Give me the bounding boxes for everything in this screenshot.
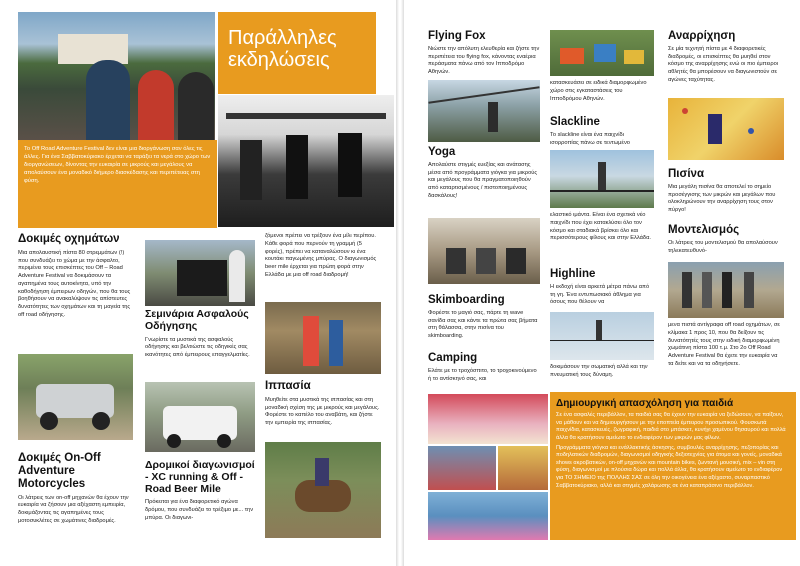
- highline-body: Η εκδοχή είναι αρκετά μέτρα πάνω από τη γη. Ένα εντυπωσιακό άθλημα για όσους που θέλουν να: [550, 283, 650, 306]
- motorcycle-photo: [145, 240, 255, 306]
- camping-heading: Camping: [428, 352, 478, 364]
- tents-photo: [550, 30, 654, 76]
- flyingfox-body: Νιώστε την απόλυτη ελευθερία και ζήστε την περιπέτεια του flying fox, κάνοντας εναέρια περάσματα πάνω από τον Ιπποδρόμο Αθηνών.: [428, 45, 540, 76]
- slackline-continued: [550, 212, 654, 243]
- kids-photo-1: [428, 394, 548, 444]
- riding-body: Μυηθείτε στα μυστικά της ιππασίας και στη μοναδική σχέση της με μικρούς και μεγάλους. Φορέστε το καπέλο του αναβάτη, και ζήστε την εμπειρία της ιππασίας.: [265, 396, 380, 427]
- climbing-section: [668, 30, 784, 85]
- running-section: [145, 460, 257, 523]
- highline-photo: [550, 312, 654, 360]
- moto-heading: Δοκιμές On-Off Adventure Motorcycles: [18, 452, 101, 490]
- riding-heading: Ιππασία: [265, 380, 311, 392]
- yoga-body: Απολαύστε στιγμές ευεξίας και ανάτασης μέσα από προγράμματα γιόγκα για μικρούς και μεγάλους που θα πραγματοποιηθούν από καταρτισμένους / πιστοποιημένους δασκάλους!: [428, 161, 538, 199]
- pool-body: Μια μεγάλη πισίνα θα αποτελεί το σημείο προσέγγισης των μικρών και μεγάλων που ολοκληρώνουν την αναρρίχηση τους στον πύργο!: [668, 183, 776, 214]
- page-title: Παράλληλες εκδηλώσεις: [228, 27, 337, 71]
- moto-section: [18, 452, 133, 526]
- slackline-body2: ελαστικό ιμάντα. Είναι ένα σχετικά νέο παιχνίδι που έχει κατακλύσει όλο τον κόσμο και σταδιακά βρίσκει όλο και περισσότερους φίλους και στην Ελλάδα.: [550, 212, 651, 242]
- flyingfox-caption-text: κατασκευάσει σε ειδικά διαμορφωμένο χώρο στις εγκαταστάσεις του Ιπποδρόμου Αθηνών.: [550, 80, 647, 102]
- kids-photo-2: [428, 446, 496, 490]
- camping-body: Ελάτε με το τροχόσπιτο, το τροχοκινούμενο ή το αντίσκηνό σας, και: [428, 367, 537, 382]
- models-body2: μενα πιστά αντίγραφα off road οχημάτων, σε κλίμακα 1 προς 10, που θα δείξουν τις δυνατότητές τους στην ειδική διαμορφωμένη χωμάτινη πίστα 100 τ.μ. Στο 2ο Off Road Adventure Festival θα έχετε την ευκαιρία να τα δείτε και να τα οδηγήσετε.: [668, 322, 780, 367]
- models-section: [668, 224, 784, 255]
- skimboarding-body: Φορέστε το μαγιό σας, πάρτε τη wave σανίδα σας και κάντε τα πρώτα σας βήματα στη θάλασσα, στην πισίνα του skimboarding.: [428, 309, 538, 340]
- white-suv-photo: [145, 382, 255, 452]
- yoga-section: [428, 146, 540, 201]
- skimboarding-heading: Skimboarding: [428, 294, 505, 306]
- slackline-body: Το slackline είναι ένα παιχνίδι ισορροπίας πάνω σε τεντωμένο: [550, 131, 630, 146]
- vehicles-heading: Δοκιμές οχημάτων: [18, 233, 120, 245]
- flyingfox-photo: [428, 80, 540, 142]
- festival-crowd-photo: [18, 12, 215, 140]
- models-heading: Μοντελισμός: [668, 224, 740, 236]
- kids-p1: Σε ένα ασφαλές περιβάλλον, τα παιδιά σας θα έχουν την ευκαιρία να ξεδώσουν, να παίξουν, να μάθουν και να δημιουργήσουν με την εποπτεία έμπειρου προσωπικού. Φουσκωτά παιχνίδια, κατασκευές, ζωγραφική, παιδιά στο μπάσκετ, κυνήγι χαμένου θησαυρού και πολλά άλλα θα κρατήσουν αμείωτο το ενδιαφέρον των μικρών μας φίλων.: [556, 412, 786, 441]
- models-continued: [668, 322, 784, 369]
- kids-photo-3: [498, 446, 548, 490]
- slackline-photo: [550, 150, 654, 208]
- yoga-heading: Yoga: [428, 146, 456, 158]
- seminars-body: Γνωρίστε τα μυστικά της ασφαλούς οδήγησης και βελτιώστε τις οδηγικές σας ικανότητες από έμπειρους επαγγελματίες.: [145, 336, 250, 358]
- beer-mile-body: ζόμενοι πρέπει να τρέξουν ένα μίλι περίπου. Κάθε φορά που περνούν τη γραμμή (5 φορές), πρέπει να καταναλώσουν κι ένα κουτάκι παγωμένης μπύρας. Ο διαγωνισμός beer mile έρχεται για πρώτη φορά στην Ελλάδα με μια off road διαδρομή!: [265, 233, 377, 278]
- flyingfox-caption: [550, 80, 654, 103]
- pool-heading: Πισίνα: [668, 168, 705, 180]
- climbing-heading: Αναρρίχηση: [668, 30, 736, 42]
- pool-section: [668, 168, 784, 215]
- runners-photo: [265, 302, 381, 374]
- slackline-heading: Slackline: [550, 116, 600, 128]
- camping-section: [428, 352, 540, 383]
- title-box: [218, 12, 376, 94]
- offroad-car-photo: [18, 354, 133, 440]
- kids-heading: Δημιουργική απασχόληση για παιδιά: [556, 398, 734, 409]
- flyingfox-heading: Flying Fox: [428, 30, 486, 42]
- vehicles-body: Μια απολαυστική πίστα 80 στρεμμάτων (!) που συνδυάζει το χώμα με την άσφαλτο, περιμένει τους επισκέπτες του Off – Road Adventure Festival να δοκιμάσουν τα αγαπημένα τους αυτοκίνητα, υπό την καθοδήγηση έμπειρων οδηγών, που θα τους βοηθήσουν να ανακαλύψουν τις απίστευτες δυνατότητες των οχημάτων και τη μαγεία της off road οδήγησης.: [18, 249, 131, 318]
- skimboarding-section: [428, 294, 540, 341]
- moto-body: Οι λάτρεις των on-off μηχανών θα έχουν την ευκαιρία να ζήσουν μια αξέχαστη εμπειρία, δοκιμάζοντας τις αγαπημένες τους μοτοσυκλέτες σε χωμάτινες διαδρομές.: [18, 494, 129, 524]
- right-page: [404, 0, 800, 566]
- kids-box: [550, 392, 796, 540]
- climbing-wall-photo: [668, 98, 784, 160]
- intro-text: Το Off Road Adventure Festival δεν είναι μια διοργάνωση σαν όλες τις άλλες. Για ένα Σαββατοκύριακο έρχεται να ταράξει τα νερά στο χώρο των διοργανώσεων, δίνοντας την ευκαιρία σε μικρούς και μεγάλους να απολαύσουν ένα μοναδικό διήμερο διασκέδασης και περιπέτειας στη φύση.: [24, 146, 211, 184]
- rc-models-photo: [668, 262, 784, 318]
- riding-section: [265, 380, 381, 428]
- left-page: [0, 0, 396, 566]
- highline-continued: [550, 364, 654, 380]
- stage-band-photo: [218, 95, 394, 227]
- models-body: Οι λάτρεις του μοντελισμού θα απολαύσουν τηλεκατευθυνό-: [668, 239, 778, 254]
- running-body: Πρόκειται για ένα διαφορετικό αγώνα δρόμου, που συνδυάζει το τρέξιμο με... την μπύρα. Οι διαγωνι-: [145, 499, 254, 521]
- seminars-section: [145, 309, 255, 360]
- page-gutter: [396, 0, 404, 566]
- beer-mile-continued: [265, 233, 381, 280]
- kids-p2: Προγράμματα γιόγκα και ενάλλακτικής άσκησης, συμβουλές αναρρίχησης, πεζοπορίας και ποδηλατικών διαδρομών, διαγωνισμοί οδηγικής δεξιοτεχνίας για άτομα και γονείς, μοναδικά shows ακροβατικών, on-off μηχανών και mountain bikes, ζωντανή μουσική, mix – vin στη φύση, διαγωνισμοί με πλούσια δώρα και πολλά άλλα, θα κρατήσουν αμείωτο το ενδιαφέρον για ΤΟ ΣΗΜΕΙΟ της ΠΟΛΛΗΣ ΣΑΣ σε όλη την οικογένεια ένα αξέχαστο, συναρπαστικό Σαββατοκύριακο, αλλά και στιγμές χαλάρωσης σε ένα καταπράσινο περιβάλλον.: [556, 444, 783, 489]
- highline-heading: Highline: [550, 268, 596, 280]
- highline-section: [550, 268, 654, 307]
- yoga-photo: [428, 218, 540, 284]
- horse-riding-photo: [265, 442, 381, 538]
- flyingfox-section: [428, 30, 540, 77]
- seminars-heading: Σεμινάρια Ασφαλούς Οδήγησης: [145, 308, 249, 332]
- vehicles-section: [18, 233, 133, 320]
- intro-box: [18, 140, 217, 228]
- slackline-section: [550, 116, 654, 147]
- kids-photo-4: [428, 492, 548, 540]
- highline-body2: δοκιμάσουν την σωματική αλλά και την πνευματική τους δύναμη.: [550, 364, 648, 378]
- climbing-body: Σε μία τεχνητή πίστα με 4 διαφορετικές διαδρομές, οι επισκέπτες θα μυηθεί στον κόσμο της αναρρίχησης ενώ οι πιο έμπειροι αθλητές θα μπορέσουν να διαγωνιστούν σε αγώνες ταχύτητας.: [668, 45, 779, 83]
- running-heading: Δρομικοί διαγωνισμοί - XC running & Off - Road Beer Mile: [145, 459, 255, 495]
